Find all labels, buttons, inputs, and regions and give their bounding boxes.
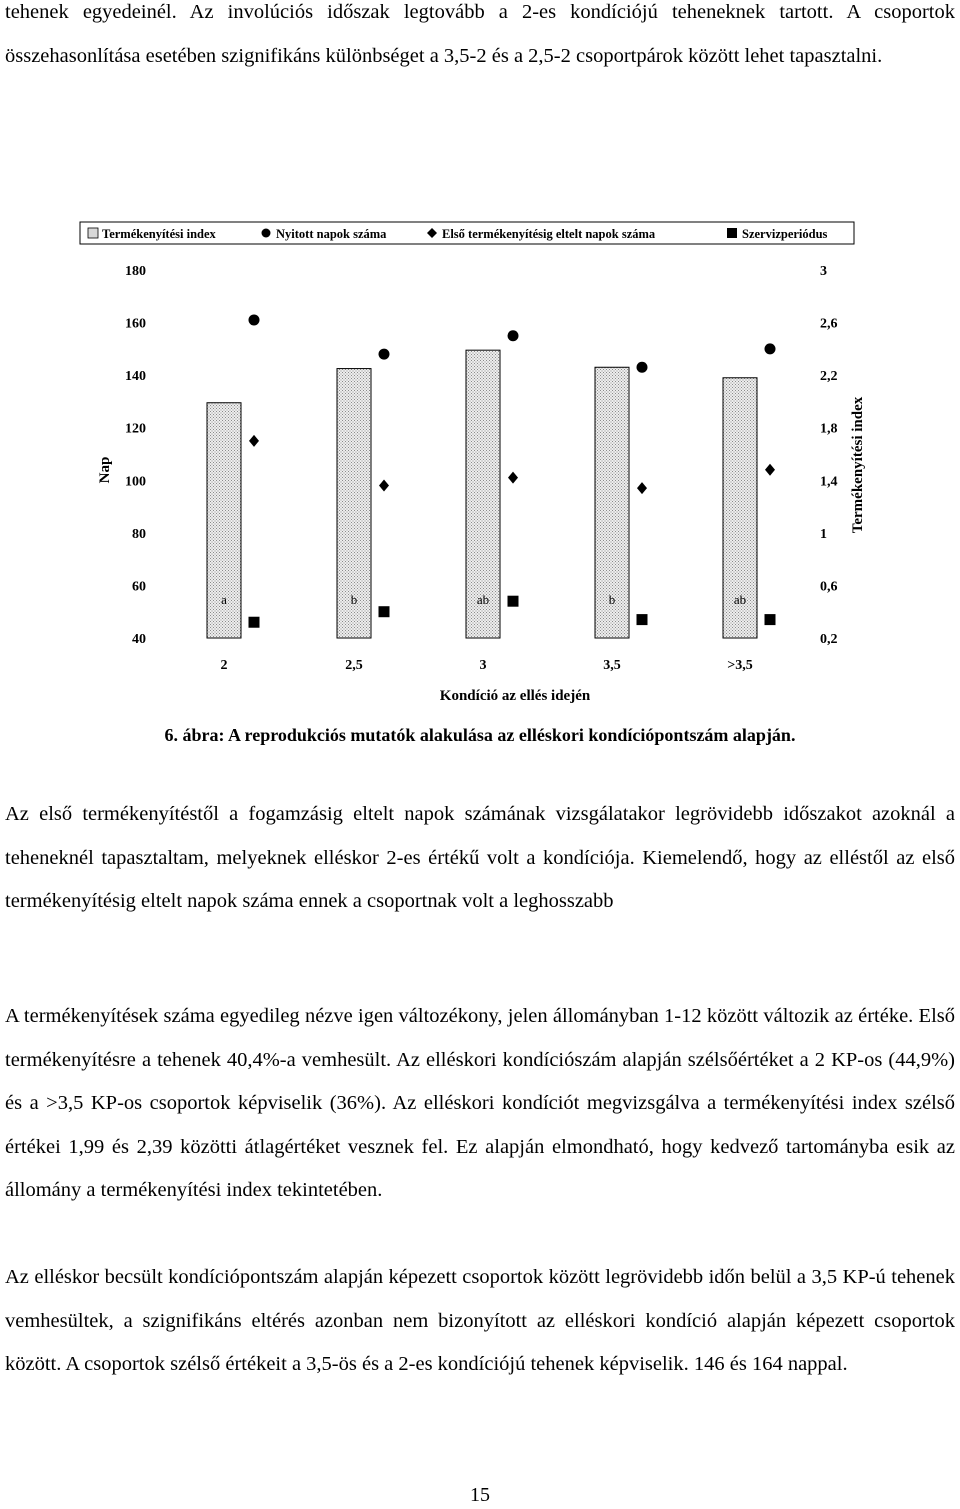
intro-paragraph: tehenek egyedeinél. Az involúciós időszak legtovább a 2-es kondíciójú teheneknek tartott. A csoportok összehasonlítása esetében szignifikáns különbséget a 3,5-2 és a 2,5-2 csoportpárok között lehet tapasztalni.: [5, 1, 955, 67]
figure-caption: 6. ábra: A reprodukciós mutatók alakulása az elléskori kondíciópontszám alapján.: [164, 725, 796, 745]
legend-bar-swatch: [88, 228, 98, 238]
bar-significance-label: ab: [476, 592, 490, 607]
service-period-point: [508, 596, 519, 607]
legend-label-open-days: Nyitott napok száma: [276, 227, 387, 241]
first-insemination-point: [765, 464, 775, 476]
first-insemination-point: [508, 472, 518, 484]
service-period-point: [765, 614, 776, 625]
legend-circle-marker: [262, 229, 271, 238]
page-number: 15: [470, 1484, 490, 1506]
service-period-point: [249, 617, 260, 628]
left-axis-tick-label: 80: [132, 526, 146, 542]
first-insemination-point: [249, 435, 259, 447]
right-axis-label: Termékenyítési index: [850, 396, 866, 534]
first-insemination-point: [379, 480, 389, 492]
first-insemination-point: [637, 482, 647, 494]
x-axis-tick-label: 3,5: [603, 658, 621, 673]
bar-significance-label: ab: [733, 592, 747, 607]
left-axis-ticks: [125, 264, 146, 647]
open-days-point: [637, 362, 648, 373]
right-axis-tick-label: 3: [820, 264, 827, 279]
right-axis-tick-label: 1,4: [820, 474, 838, 490]
left-axis-tick-label: 60: [132, 579, 146, 595]
paragraph-insemination-count: A termékenyítések száma egyedileg nézve igen változékony, jelen állományban 1-12 között változik az értéke. Első termékenyítésre a tehenek 40,4%-a vemhesült. Az elléskori kondíciószám alapján szélsőértéket a 2 KP-os (44,9%) és a >3,5 KP-os csoportok képviselik (36%). Az elléskori kondíciót megvizsgálva a termékenyítési index szélső értékei 1,99 és 2,39 közötti átlagértéket vesznek fel. Ez alapján elmondható, hogy kedvező tartományba esik az állomány a termékenyítési index tekintetében.: [5, 1005, 955, 1201]
legend-label-service-period: Szervizperiódus: [742, 227, 828, 241]
right-axis-tick-label: 2,6: [820, 316, 838, 332]
left-axis-tick-label: 120: [125, 421, 146, 437]
right-axis-ticks: [820, 264, 838, 647]
legend-label-index: Termékenyítési index: [102, 227, 216, 241]
left-axis-tick-label: 160: [125, 316, 146, 332]
right-axis-tick-label: 2,2: [820, 369, 838, 385]
paragraph-condition-groups: Az elléskor becsült kondíciópontszám alapján képezett csoportok között legrövidebb időn belül a 3,5 KP-ú tehenek vemhesültek, a szignifikáns eltérés azonban nem bizonyított az elléskori kondíció alapján képezett csoportok között. A csoportok szélső értékeit a 3,5-ös és a 2-es kondíciójú tehenek képviselik. 146 és 164 nappal.: [5, 1266, 955, 1375]
bar-significance-label: a: [221, 592, 227, 607]
legend-label-first-insemination: Első termékenyítésig eltelt napok száma: [442, 227, 656, 241]
left-axis-tick-label: 140: [125, 369, 146, 385]
paragraph-first-insemination: Az első termékenyítéstől a fogamzásig eltelt napok számának vizsgálatakor legrövidebb időszakot azoknál a teheneknél tapasztaltam, melyeknek elléskor 2-es értékű volt a kondíciója. Kiemelendő, hogy az elléstől az első termékenyítésig eltelt napok száma ennek a csoportnak volt a leghosszabb: [5, 803, 955, 912]
open-days-point: [765, 343, 776, 354]
index-bars: [207, 350, 757, 638]
left-axis-label: Nap: [97, 456, 113, 484]
chart-legend: [80, 222, 854, 244]
left-axis-tick-label: 100: [125, 474, 146, 490]
x-axis-ticks: [221, 658, 753, 673]
right-axis-tick-label: 0,6: [820, 579, 838, 595]
day-markers: [249, 314, 776, 627]
left-axis-tick-label: 40: [132, 632, 146, 647]
right-axis-tick-label: 1: [820, 526, 827, 542]
x-axis-tick-label: 3: [479, 658, 487, 673]
left-axis-tick-label: 180: [125, 264, 146, 279]
x-axis-tick-label: 2,5: [345, 658, 363, 673]
bar-significance-label: b: [608, 592, 616, 607]
reproduction-indicators-chart: [0, 210, 960, 710]
right-axis-tick-label: 0,2: [820, 632, 838, 647]
open-days-point: [379, 349, 390, 360]
x-axis-label: Kondíció az ellés idején: [439, 688, 591, 704]
bar-significance-label: b: [350, 592, 358, 607]
x-axis-tick-label: 2: [220, 658, 228, 673]
legend-square-marker: [727, 228, 737, 238]
open-days-point: [249, 314, 260, 325]
x-axis-tick-label: >3,5: [727, 658, 753, 673]
service-period-point: [379, 606, 390, 617]
open-days-point: [508, 330, 519, 341]
service-period-point: [637, 614, 648, 625]
right-axis-tick-label: 1,8: [820, 421, 838, 437]
